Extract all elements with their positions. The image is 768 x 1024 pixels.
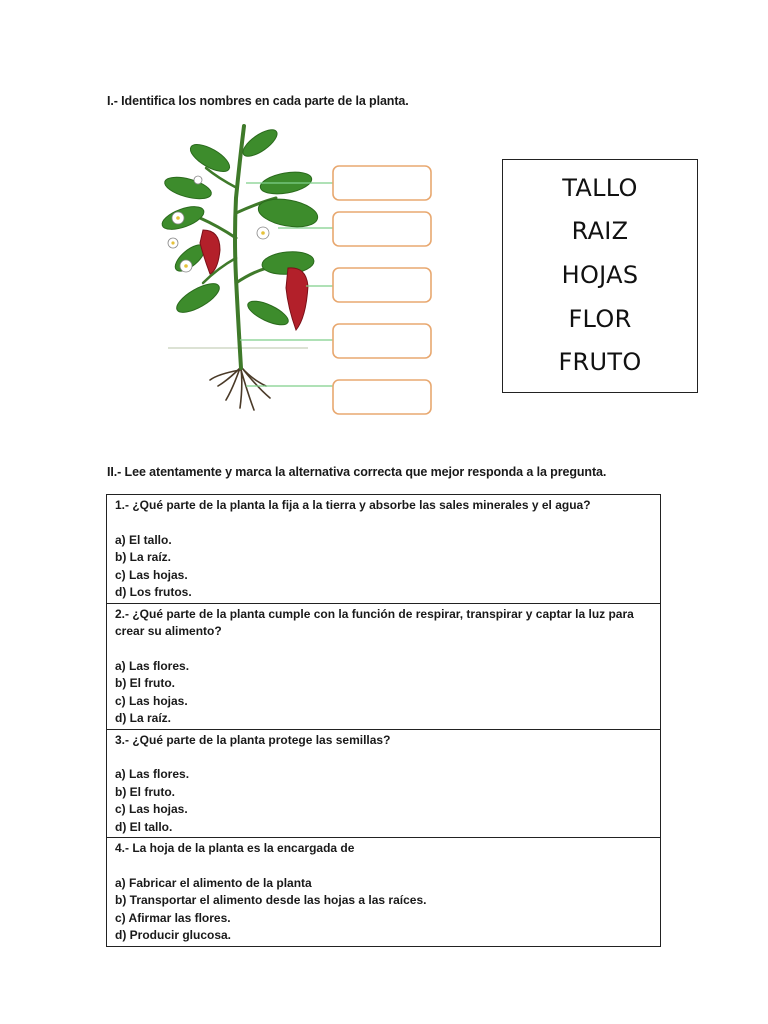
option-d[interactable]: d) Los frutos.: [115, 585, 192, 599]
section-1-title: I.- Identifica los nombres en cada parte de la planta.: [107, 94, 409, 108]
answer-box-1[interactable]: [333, 166, 431, 200]
plant-roots: [210, 368, 270, 410]
question-text: 4.- La hoja de la planta es la encargada de: [115, 841, 355, 855]
option-b[interactable]: b) Transportar el alimento desde las hojas a las raíces.: [115, 893, 427, 907]
word-bank-item: FRUTO: [558, 348, 642, 377]
option-c[interactable]: c) Las hojas.: [115, 567, 188, 582]
option-a[interactable]: a) El tallo.: [115, 532, 172, 547]
word-bank-item: TALLO: [562, 173, 638, 202]
plant-illustration: [148, 118, 448, 423]
answer-box-2[interactable]: [333, 212, 431, 246]
word-bank: [502, 159, 698, 393]
option-b[interactable]: b) El fruto.: [115, 676, 175, 690]
question-text: 1.- ¿Qué parte de la planta la fija a la tierra y absorbe las sales minerales y el agua?: [115, 498, 591, 512]
word-bank-item: FLOR: [568, 304, 632, 333]
question-row-4: [107, 838, 661, 947]
question-row-1: [107, 495, 661, 604]
option-d[interactable]: d) La raíz.: [115, 711, 172, 725]
plant-fruits: [200, 230, 308, 330]
option-c[interactable]: c) Las hojas.: [115, 802, 188, 816]
question-text: 3.- ¿Qué parte de la planta protege las semillas?: [115, 732, 391, 747]
word-bank-item: RAIZ: [571, 217, 629, 246]
option-a[interactable]: a) Las flores.: [115, 767, 190, 781]
option-c[interactable]: c) Las hojas.: [115, 693, 188, 708]
option-a[interactable]: a) Fabricar el alimento de la planta: [115, 875, 312, 890]
answer-box-5[interactable]: [333, 380, 431, 414]
answer-box-3[interactable]: [333, 268, 431, 302]
answer-box-4[interactable]: [333, 324, 431, 358]
word-bank-item: HOJAS: [561, 260, 639, 289]
option-d[interactable]: d) Producir glucosa.: [115, 928, 232, 942]
option-c[interactable]: c) Afirmar las flores.: [115, 910, 231, 925]
questions-table: [106, 494, 661, 947]
option-b[interactable]: b) La raíz.: [115, 550, 172, 564]
option-a[interactable]: a) Las flores.: [115, 658, 190, 673]
question-text: 2.- ¿Qué parte de la planta cumple con la función de respirar, transpirar y captar la luz para crear su alimento?: [115, 606, 634, 638]
section-2-title: II.- Lee atentamente y marca la alternativa correcta que mejor responda a la pregunta.: [107, 465, 607, 479]
question-row-3: [107, 729, 661, 838]
option-d[interactable]: d) El tallo.: [115, 819, 173, 834]
answer-boxes: [333, 166, 431, 414]
question-row-2: [107, 603, 661, 729]
option-b[interactable]: b) El fruto.: [115, 784, 175, 799]
